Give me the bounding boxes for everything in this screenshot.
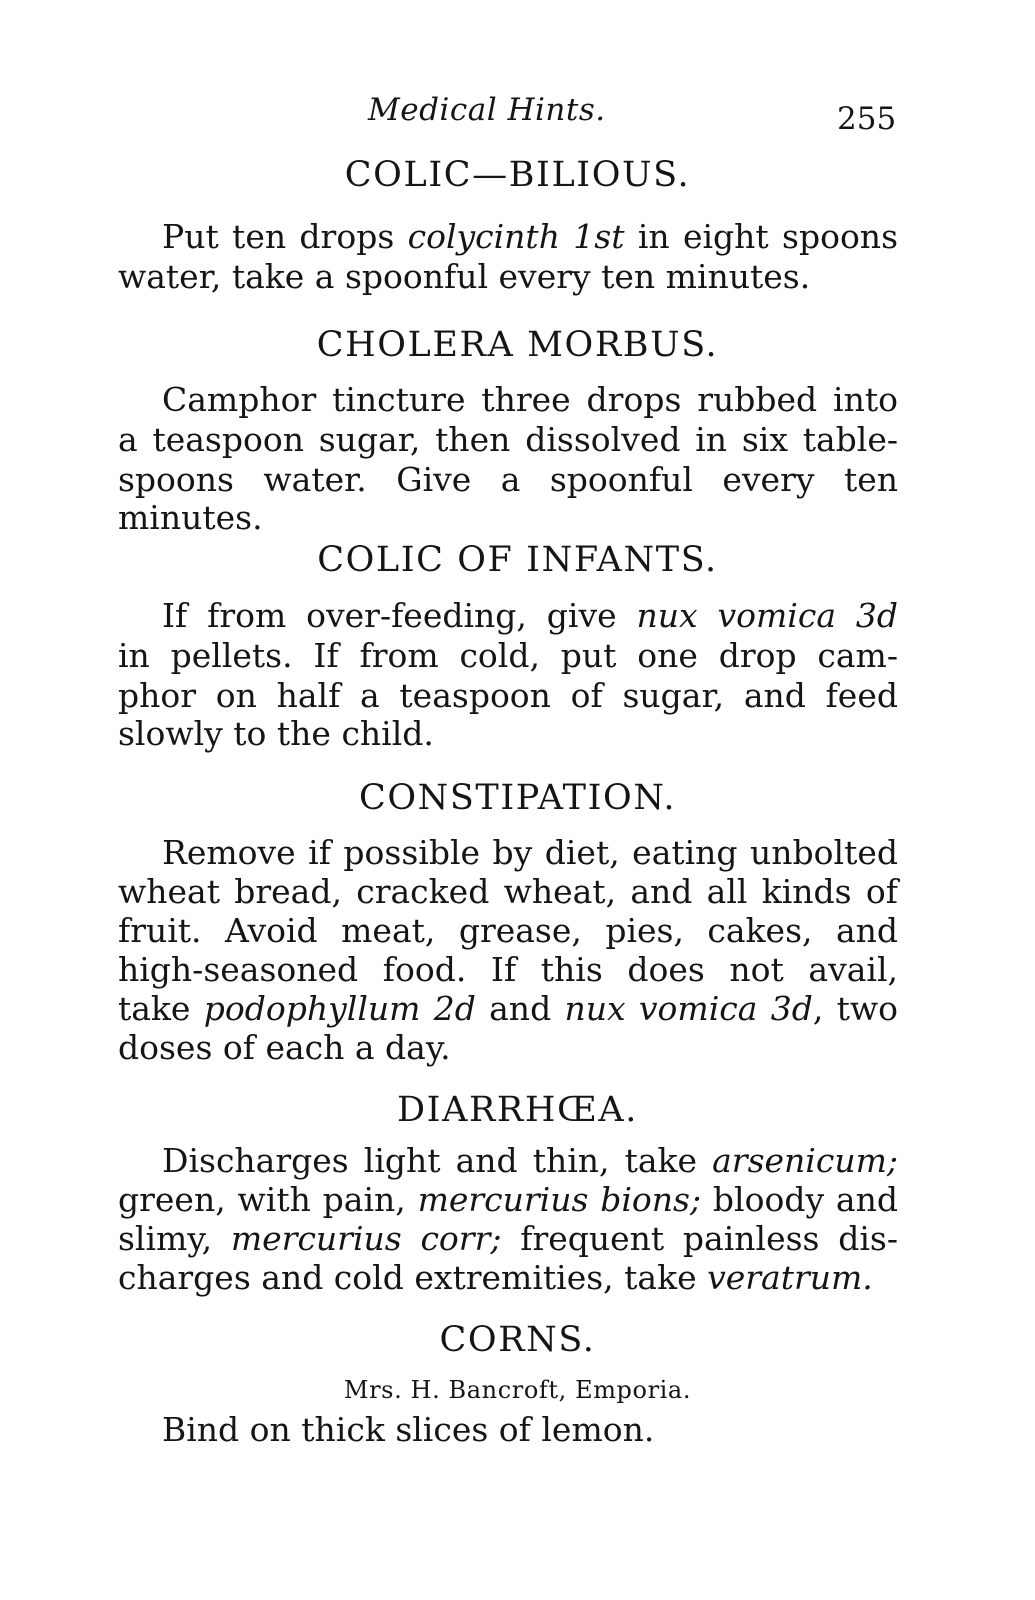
text-segment: spoons water. Give a spoonful every ten xyxy=(118,460,898,499)
section-heading: CONSTIPATION. xyxy=(358,778,677,818)
text-segment: a teaspoon sugar, then dissolved in six table- xyxy=(118,420,898,459)
text-line xyxy=(118,677,898,715)
text-line xyxy=(118,421,898,459)
remedy-name: mercurius corr; xyxy=(230,1219,502,1258)
text-segment: frequent painless dis- xyxy=(501,1219,898,1258)
text-line xyxy=(118,715,898,753)
section-heading: COLIC OF INFANTS. xyxy=(317,540,718,580)
text-line xyxy=(118,499,898,537)
text-line xyxy=(118,951,898,989)
section-heading: COLIC—BILIOUS. xyxy=(344,155,691,195)
text-line xyxy=(118,990,898,1028)
text-line xyxy=(118,1029,898,1067)
remedy-name: mercurius bions; xyxy=(417,1180,702,1219)
text-segment: wheat bread, cracked wheat, and all kinds of xyxy=(118,872,898,911)
text-line xyxy=(118,1181,898,1219)
text-line xyxy=(162,597,898,635)
text-segment: If from over-feeding, give xyxy=(162,596,637,635)
text-line xyxy=(118,637,898,675)
text-segment: Bind on thick slices of lemon. xyxy=(162,1410,655,1449)
text-line xyxy=(118,1259,898,1297)
remedy-name: nux vomica 3d xyxy=(636,596,899,635)
text-line xyxy=(118,912,898,950)
section-heading: CHOLERA MORBUS. xyxy=(316,325,719,365)
recipe-byline: Mrs. H. Bancroft, Emporia. xyxy=(343,1376,692,1404)
text-segment: phor on half a teaspoon of sugar, and feed xyxy=(118,676,898,715)
remedy-name: podophyllum 2d xyxy=(203,989,476,1028)
text-segment: doses of each a day. xyxy=(118,1028,451,1067)
text-segment: , two xyxy=(812,989,898,1028)
running-title: Medical Hints. xyxy=(368,92,606,128)
text-segment: slimy, xyxy=(118,1219,231,1258)
remedy-name: veratrum. xyxy=(707,1258,873,1297)
text-segment: water, take a spoonful every ten minutes. xyxy=(118,257,811,296)
text-segment: in pellets. If from cold, put one drop cam- xyxy=(118,636,898,675)
text-line xyxy=(162,1142,898,1180)
text-segment: bloody and xyxy=(701,1180,898,1219)
text-line xyxy=(118,873,898,911)
text-segment: Discharges light and thin, take xyxy=(162,1141,713,1180)
remedy-name: colycinth 1st xyxy=(407,217,625,256)
text-line xyxy=(118,461,898,499)
text-line xyxy=(162,381,898,419)
text-line xyxy=(162,834,898,872)
text-segment: Camphor tincture three drops rubbed into xyxy=(162,380,898,419)
text-segment: Put ten drops xyxy=(162,217,408,256)
text-segment: fruit. Avoid meat, grease, pies, cakes, and xyxy=(118,911,898,950)
remedy-name: nux vomica 3d xyxy=(564,989,813,1028)
text-line xyxy=(162,218,898,256)
section-heading: DIARRHŒA. xyxy=(397,1090,638,1130)
text-line xyxy=(118,1220,898,1258)
text-segment: slowly to the child. xyxy=(118,714,434,753)
text-line xyxy=(118,258,898,296)
page-number: 255 xyxy=(837,101,897,137)
text-line xyxy=(162,1411,898,1449)
text-segment: in eight spoons xyxy=(624,217,898,256)
text-segment: charges and cold extremities, take xyxy=(118,1258,708,1297)
remedy-name: arsenicum; xyxy=(712,1141,898,1180)
section-heading: CORNS. xyxy=(439,1320,596,1360)
text-segment: green, with pain, xyxy=(118,1180,418,1219)
text-segment: minutes. xyxy=(118,498,263,537)
text-segment: Remove if possible by diet, eating unbolted xyxy=(162,833,898,872)
text-segment: take xyxy=(118,989,204,1028)
text-segment: and xyxy=(475,989,565,1028)
text-segment: high-seasoned food. If this does not avail, xyxy=(118,950,898,989)
